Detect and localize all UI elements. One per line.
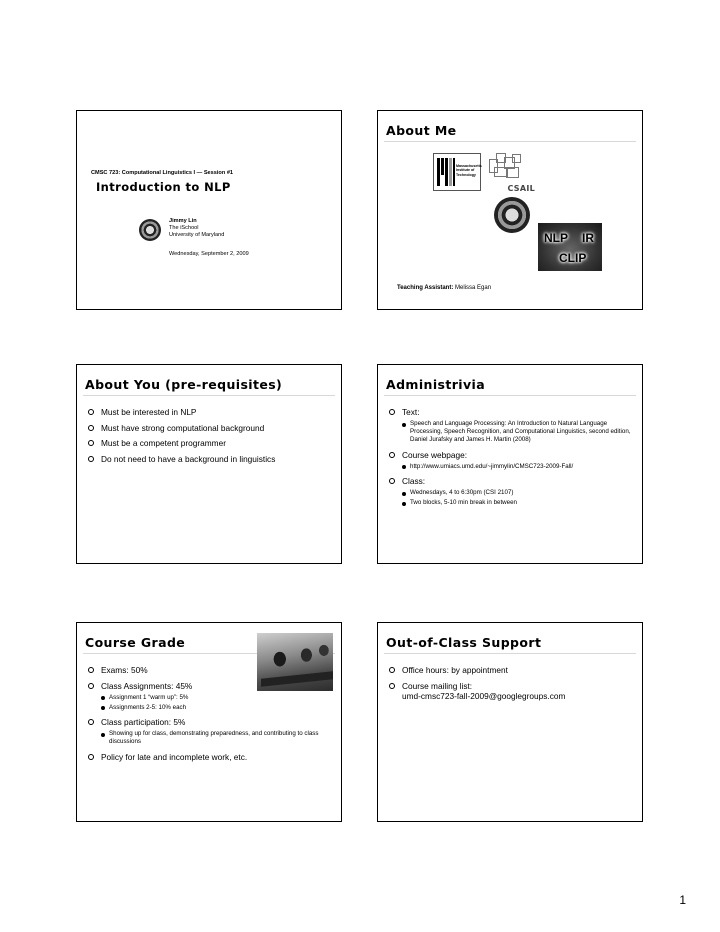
assignment-item: Assignment 1 “warm up”: 5% — [101, 694, 333, 702]
bullet-icon — [402, 423, 406, 427]
slide-prerequisites — [76, 364, 342, 564]
title-divider — [384, 141, 636, 142]
teaching-assistant — [397, 285, 491, 291]
grade-list — [85, 665, 333, 767]
csail-logo-icon — [485, 153, 535, 193]
mit-logo-icon — [433, 153, 481, 191]
list-item: Must have strong computational background — [85, 423, 333, 433]
bullet-icon — [101, 696, 105, 700]
class-time-item: Wednesdays, 4 to 6:30pm (CSI 2107) — [402, 489, 634, 497]
ta-name: Melissa Egan — [455, 285, 492, 291]
bullet-icon — [402, 502, 406, 506]
bullet-icon — [402, 465, 406, 469]
clip-label: CLIP — [559, 251, 587, 265]
presenter-info — [169, 218, 224, 240]
page-number: 1 — [679, 893, 686, 907]
slide-title: About You (pre-requisites) — [85, 377, 283, 392]
administrivia-list — [386, 407, 634, 513]
list-item: Office hours: by appointment — [386, 665, 634, 675]
bullet-icon — [389, 452, 395, 458]
prerequisite-list — [85, 407, 333, 469]
list-item: Class: Wednesdays, 4 to 6:30pm (CSI 2107) Two blocks, 5-10 min break in between — [386, 476, 634, 507]
bullet-icon — [101, 733, 105, 737]
bullet-icon — [101, 706, 105, 710]
presenter-org: The iSchool — [169, 225, 199, 232]
presentation-date: Wednesday, September 2, 2009 — [169, 251, 249, 257]
nlp-label: NLP — [544, 231, 568, 245]
bullet-icon — [88, 719, 94, 725]
university-seal-icon — [139, 219, 161, 241]
bullet-icon — [88, 683, 94, 689]
title-divider — [384, 653, 636, 654]
title-divider — [384, 395, 636, 396]
ta-label: Teaching Assistant: — [397, 285, 454, 291]
class-break-item: Two blocks, 5-10 min break in between — [402, 499, 634, 507]
slide-title: Out-of-Class Support — [386, 635, 542, 650]
bullet-icon — [389, 409, 395, 415]
list-item: Text: Speech and Language Processing: An Introduction to Natural Language Processing, Speech Recognition, and Computational Linguistics, second edition, Daniel Jurafsky and James H. Martin (2008) — [386, 407, 634, 444]
bullet-icon — [88, 456, 94, 462]
bullet-icon — [88, 667, 94, 673]
list-item: Class Assignments: 45% Assignment 1 “warm up”: 5% Assignments 2-5: 10% each — [85, 681, 333, 712]
bullet-icon — [402, 492, 406, 496]
slide-title: Administrivia — [386, 377, 486, 392]
university-seal-icon — [494, 197, 530, 233]
bullet-icon — [389, 683, 395, 689]
csail-wordmark: CSAIL — [507, 184, 535, 193]
bullet-icon — [88, 409, 94, 415]
mailing-list-address[interactable]: umd-cmsc723-fall-2009@googlegroups.com — [402, 690, 566, 701]
bullet-icon — [88, 440, 94, 446]
list-item: Must be a competent programmer — [85, 438, 333, 448]
list-item: Must be interested in NLP — [85, 407, 333, 417]
title-divider — [83, 395, 335, 396]
list-item: Exams: 50% — [85, 665, 333, 675]
bullet-icon — [88, 425, 94, 431]
list-item: Course mailing list: umd-cmsc723-fall-2009@googlegroups.com — [386, 681, 634, 701]
slide-about-me — [377, 110, 643, 310]
list-item: Policy for late and incomplete work, etc. — [85, 752, 333, 762]
slide-title-page — [76, 110, 342, 310]
course-name: CMSC 723: Computational Linguistics I — Session #1 — [91, 170, 234, 176]
presenter-name: Jimmy Lin — [169, 218, 197, 224]
list-item: Do not need to have a background in linguistics — [85, 454, 333, 464]
slide-title: Course Grade — [85, 635, 186, 650]
list-item: Class participation: 5% Showing up for class, demonstrating preparedness, and contributing to class discussions — [85, 717, 333, 746]
assignment-item: Assignments 2-5: 10% each — [101, 704, 333, 712]
ir-label: IR — [582, 231, 594, 245]
presentation-title: Introduction to NLP — [96, 180, 231, 194]
list-item: Course webpage: http://www.umiacs.umd.edu/~jimmylin/CMSC723-2009-Fall/ — [386, 450, 634, 471]
slide-title: About Me — [386, 123, 457, 138]
slide-administrivia — [377, 364, 643, 564]
mit-wordmark: Massachusetts Institute of Technology — [456, 164, 482, 177]
bullet-icon — [88, 754, 94, 760]
textbook-item: Speech and Language Processing: An Introduction to Natural Language Processing, Speech Recognition, and Computational Linguistics, second edition, Daniel Jurafsky and James H. Martin (2008) — [402, 420, 634, 444]
slide-support — [377, 622, 643, 822]
webpage-link[interactable]: http://www.umiacs.umd.edu/~jimmylin/CMSC723-2009-Fall/ — [402, 463, 634, 471]
support-list — [386, 665, 634, 706]
bullet-icon — [389, 667, 395, 673]
presenter-university: University of Maryland — [169, 232, 225, 239]
bullet-icon — [389, 478, 395, 484]
clip-lab-logo — [538, 223, 602, 271]
slide-course-grade — [76, 622, 342, 822]
participation-item: Showing up for class, demonstrating preparedness, and contributing to class discussions — [101, 730, 333, 746]
